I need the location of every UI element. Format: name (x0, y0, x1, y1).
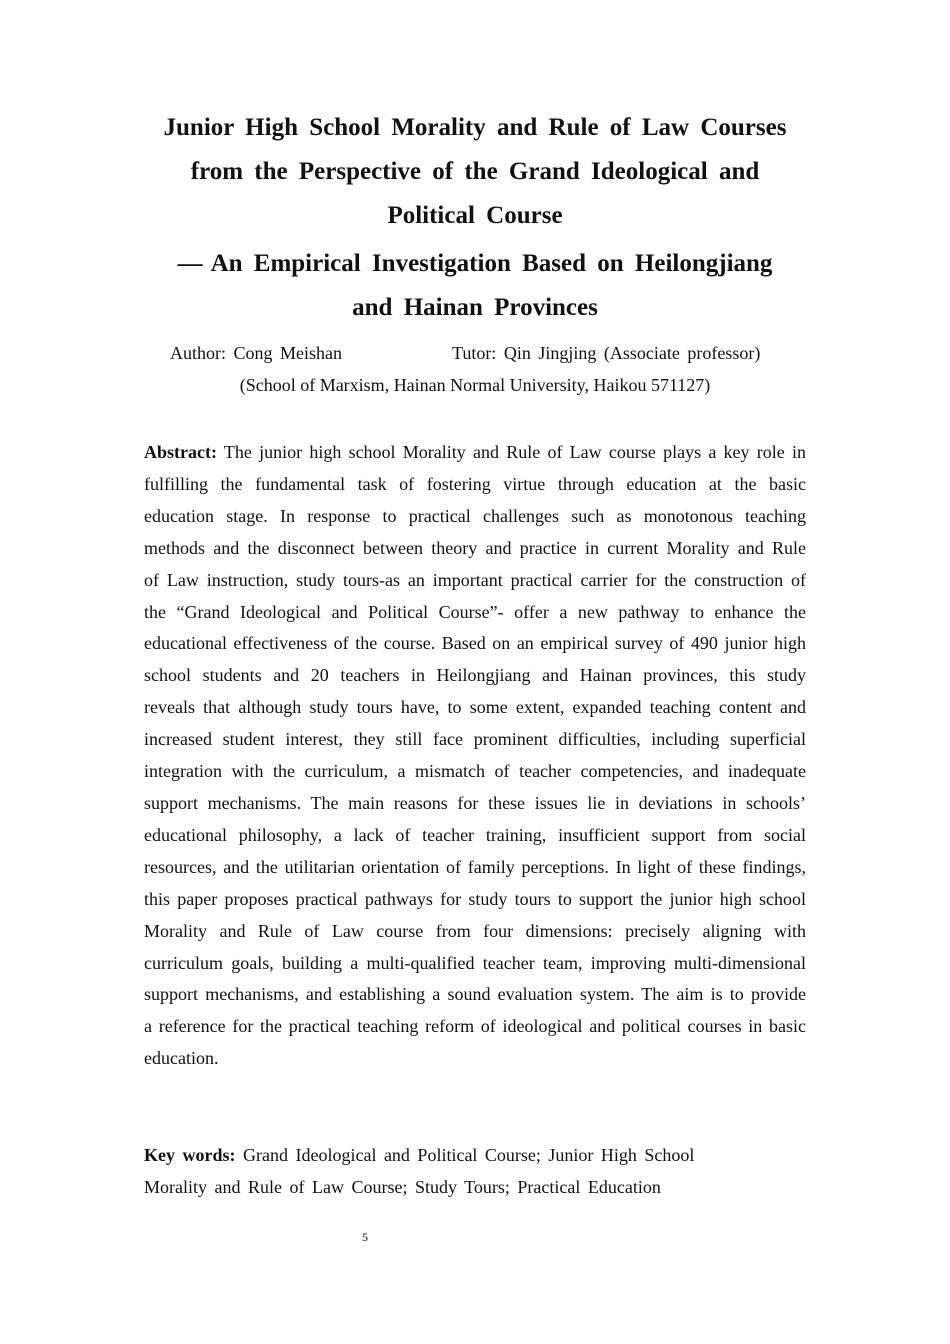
author-name: Author: Cong Meishan (170, 343, 342, 363)
subtitle-line-2: and Hainan Provinces (352, 294, 598, 321)
paper-subtitle (150, 242, 800, 330)
subtitle-line-1 (150, 242, 800, 286)
subtitle-line-1-text: An Empirical Investigation Based on Heilongjiang (210, 250, 773, 277)
title-line-2: from the Perspective of the Grand Ideological and (190, 158, 760, 185)
author-line (170, 340, 790, 366)
abstract-label: Abstract: (144, 442, 217, 462)
keywords-line-1: Grand Ideological and Political Course; Junior High School (243, 1145, 695, 1165)
subtitle-dash: — (177, 250, 203, 277)
abstract-paragraph (144, 437, 806, 1075)
tutor-name: Tutor: Qin Jingjing (Associate professor) (452, 343, 761, 363)
keywords-label: Key words: (144, 1145, 236, 1165)
affiliation: (School of Marxism, Hainan Normal University, Haikou 571127) (239, 375, 711, 395)
paper-title (140, 106, 810, 238)
title-line-3: Political Course (387, 202, 563, 229)
title-line-1: Junior High School Morality and Rule of Law Courses (163, 114, 787, 141)
keywords-line-2: Morality and Rule of Law Course; Study Tours; Practical Education (144, 1177, 661, 1197)
keywords-paragraph (144, 1139, 764, 1203)
abstract-text: The junior high school Morality and Rule of Law course plays a key role in fulfilling the fundamental task of fostering virtue through education at the basic education stage. In response to practical challenges such as monotonous teaching methods and the disconnect between theory and practice in current Morality and Rule of Law instruction, study tours-as an important practical carrier for the construction of the “Grand Ideological and Political Course”- offer a new pathway to enhance the educational effectiveness of the course. Based on an empirical survey of 490 junior high school students and 20 teachers in Heilongjiang and Hainan provinces, this study reveals that although study tours have, to some extent, expanded teaching content and increased student interest, they still face prominent difficulties, including superficial integration with the curriculum, a mismatch of teacher competencies, and inadequate support mechanisms. The main reasons for these issues lie in deviations in schools’ educational philosophy, a lack of teacher training, insufficient support from social resources, and the utilitarian orientation of family perceptions. In light of these findings, this paper proposes practical pathways for study tours to support the junior high school Morality and Rule of Law course from four dimensions: precisely aligning with curriculum goals, building a multi-qualified teacher team, improving multi-dimensional support mechanisms, and establishing a sound evaluation system. The aim is to provide a reference for the practical teaching reform of ideological and political courses in basic education. (144, 442, 806, 1069)
page-number: 5 (362, 1230, 368, 1244)
